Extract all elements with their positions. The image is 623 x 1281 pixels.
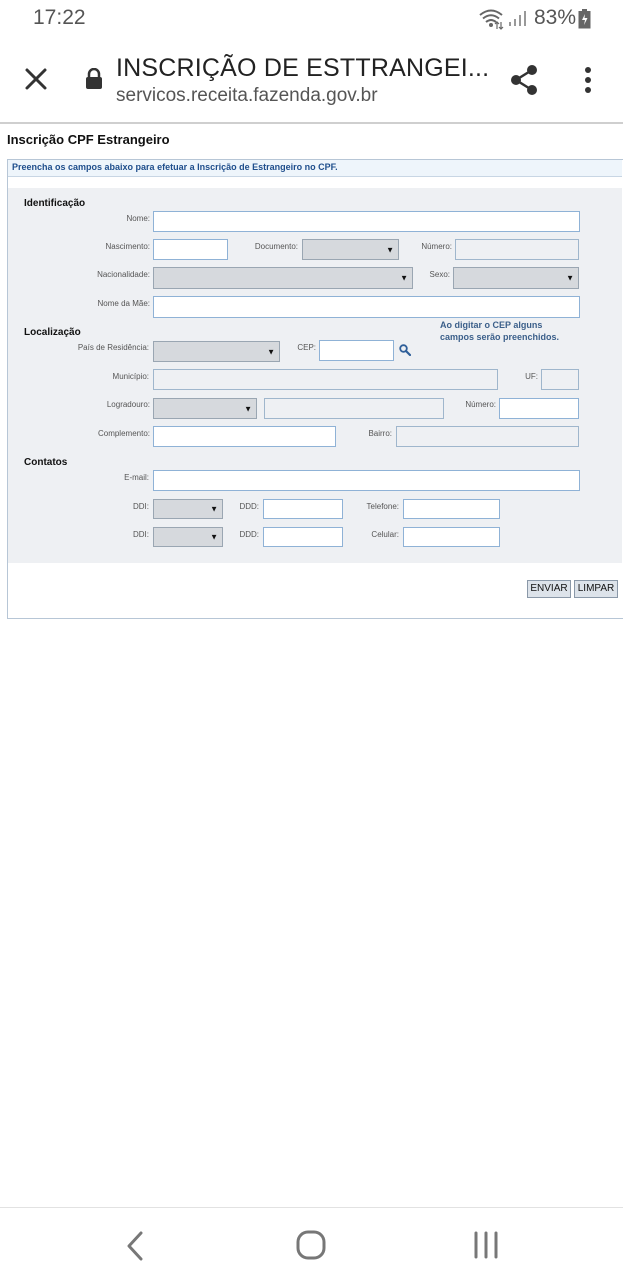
close-icon[interactable]: [24, 67, 48, 91]
label-celular: Celular:: [371, 530, 399, 539]
ddi-celular-select[interactable]: [153, 527, 223, 547]
celular-input[interactable]: [403, 527, 500, 547]
home-icon[interactable]: [295, 1229, 327, 1261]
label-nacionalidade: Nacionalidade:: [97, 270, 150, 279]
status-bar: [0, 0, 623, 40]
nome-input[interactable]: [153, 211, 580, 232]
nascimento-input[interactable]: [153, 239, 228, 260]
label-numero-endereco: Número:: [465, 400, 496, 409]
logradouro-tipo-select[interactable]: [153, 398, 257, 419]
label-logradouro: Logradouro:: [106, 400, 150, 409]
label-ddd-telefone: DDD:: [239, 502, 259, 511]
ddd-celular-input[interactable]: [263, 527, 343, 547]
recent-apps-icon[interactable]: [472, 1231, 500, 1259]
label-sexo: Sexo:: [429, 270, 450, 279]
documento-select[interactable]: [302, 239, 399, 260]
label-nascimento: Nascimento:: [105, 242, 150, 251]
telefone-input[interactable]: [403, 499, 500, 519]
share-icon[interactable]: [509, 64, 539, 96]
page-url[interactable]: servicos.receita.fazenda.gov.br: [116, 85, 378, 106]
instruction-text: Preencha os campos abaixo para efetuar a Inscrição de Estrangeiro no CPF.: [12, 162, 338, 172]
limpar-button[interactable]: LIMPAR: [574, 580, 618, 598]
cep-note-line-2: campos serão preenchidos.: [440, 332, 560, 342]
nome-mae-input[interactable]: [153, 296, 580, 318]
uf-input[interactable]: [541, 369, 579, 390]
wifi-icon: [478, 8, 504, 30]
battery-icon: [578, 9, 591, 29]
cep-note-line-1: Ao digitar o CEP alguns: [440, 320, 543, 330]
label-bairro: Bairro:: [368, 429, 392, 438]
page-title[interactable]: INSCRIÇÃO DE ESTTRANGEI...: [116, 54, 490, 82]
signal-icon: [508, 9, 528, 27]
dropdown-arrow-icon: ▼: [400, 273, 408, 283]
dropdown-arrow-icon: ▼: [566, 273, 574, 283]
lock-icon[interactable]: [85, 68, 103, 90]
more-vert-icon[interactable]: [582, 65, 594, 95]
dropdown-arrow-icon: ▼: [244, 404, 252, 413]
numero-endereco-input[interactable]: [499, 398, 579, 419]
section-localizacao: Localização: [24, 327, 81, 338]
label-ddd-celular: DDD:: [239, 530, 259, 539]
label-pais-residencia: País de Residência:: [77, 343, 149, 352]
section-identificacao: Identificação: [24, 198, 86, 209]
label-ddi-celular: DDI:: [133, 530, 149, 539]
sexo-select[interactable]: [453, 267, 579, 289]
dropdown-arrow-icon: ▼: [210, 532, 218, 542]
dropdown-arrow-icon: ▼: [386, 245, 394, 254]
email-input[interactable]: [153, 470, 580, 491]
instruction-bar: [8, 160, 622, 177]
label-ddi-telefone: DDI:: [133, 502, 149, 511]
label-documento: Documento:: [254, 242, 298, 251]
label-municipio: Município:: [112, 372, 149, 381]
cep-note: [440, 319, 559, 343]
enviar-button[interactable]: ENVIAR: [527, 580, 571, 598]
label-nome: Nome:: [126, 214, 150, 223]
label-complemento: Complemento:: [97, 429, 150, 438]
status-time: 17:22: [33, 6, 86, 29]
label-uf: UF:: [525, 372, 538, 381]
browser-toolbar: [0, 40, 623, 124]
back-icon[interactable]: [124, 1230, 146, 1262]
bairro-input[interactable]: [396, 426, 579, 447]
municipio-input[interactable]: [153, 369, 498, 390]
label-numero: Número:: [421, 242, 452, 251]
numero-documento-input[interactable]: [455, 239, 579, 260]
dropdown-arrow-icon: ▼: [267, 347, 275, 356]
android-nav-bar: [0, 1207, 623, 1281]
page-heading: Inscrição CPF Estrangeiro: [7, 132, 170, 147]
section-contatos: Contatos: [24, 457, 68, 468]
label-cep: CEP:: [297, 343, 316, 352]
label-telefone: Telefone:: [366, 502, 399, 511]
search-icon[interactable]: [399, 344, 411, 356]
pais-residencia-select[interactable]: [153, 341, 280, 362]
cep-input[interactable]: [319, 340, 394, 361]
complemento-input[interactable]: [153, 426, 336, 447]
ddd-telefone-input[interactable]: [263, 499, 343, 519]
label-nome-mae: Nome da Mãe:: [97, 299, 150, 308]
label-email: E-mail:: [124, 473, 149, 482]
dropdown-arrow-icon: ▼: [210, 504, 218, 514]
battery-percent: 83%: [534, 6, 577, 29]
logradouro-input[interactable]: [264, 398, 444, 419]
nacionalidade-select[interactable]: [153, 267, 413, 289]
ddi-telefone-select[interactable]: [153, 499, 223, 519]
